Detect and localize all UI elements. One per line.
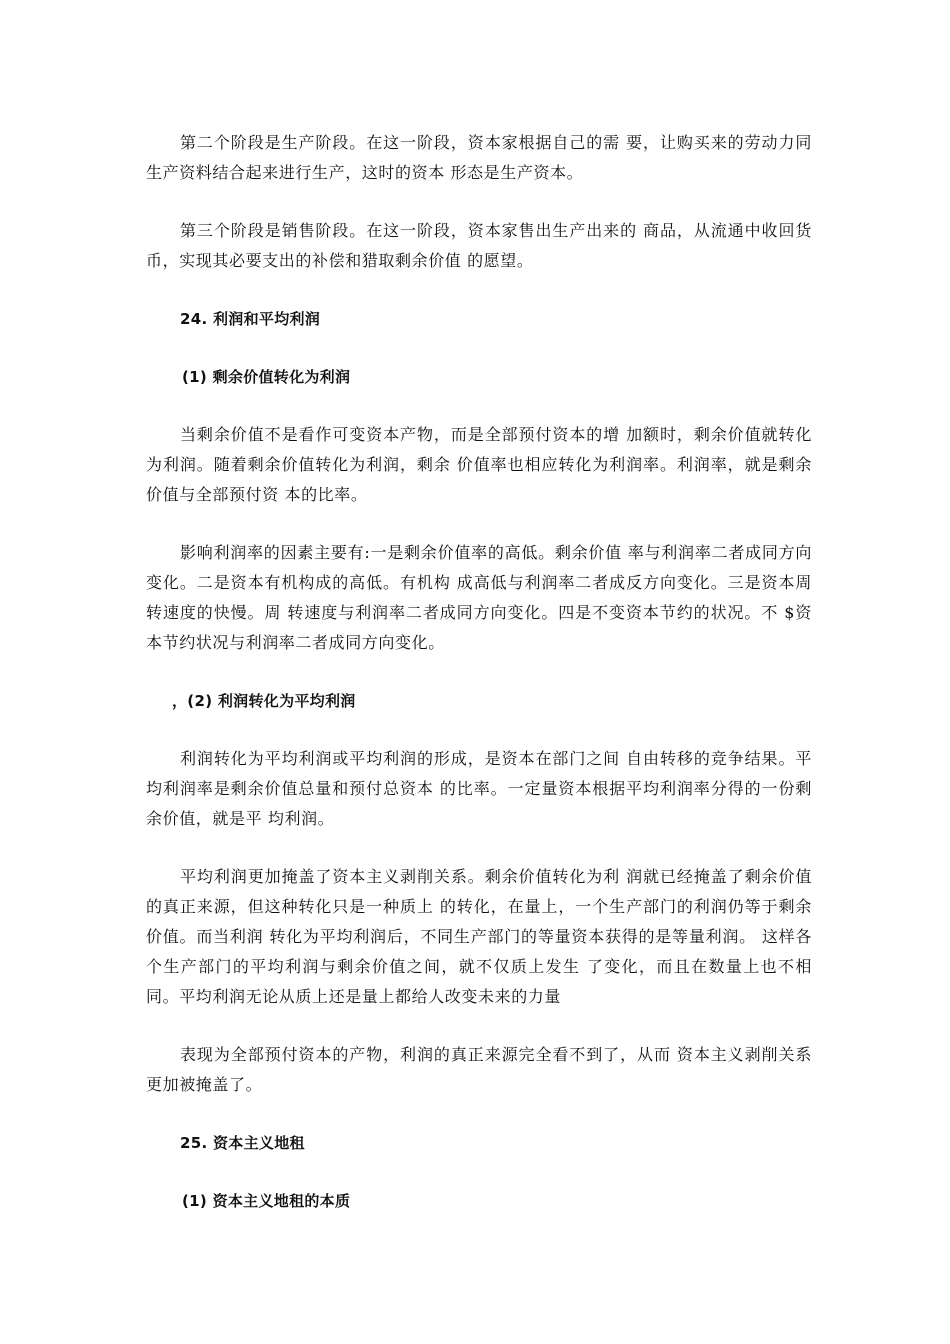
paragraph-production-stage: 第二个阶段是生产阶段。在这一阶段，资本家根据自己的需 要，让购买来的劳动力同生产资料结合起来进行生产，这时的资本 形态是生产资本。	[146, 133, 812, 182]
subsection-heading-25-1: (1) 资本主义地租的本质	[182, 1192, 351, 1210]
paragraph-concealment-continued: 表现为全部预付资本的产物，利润的真正来源完全看不到了，从而 资本主义剥削关系更加被掩盖了。	[146, 1045, 812, 1094]
paragraph-profit-rate-factors: 影响利润率的因素主要有:一是剩余价值率的高低。剩余价值 率与利润率二者成同方向变化。二是资本有机构成的高低。有机构 成高低与利润率二者成反方向变化。三是资本周转速度的快慢。周 转速度与利润率二者成同方向变化。四是不变资本节约的状况。不 $资本节约状况与利润率二者成同方向变化。	[146, 543, 812, 652]
document-page	[146, 128, 812, 1244]
section-heading-25: 25. 资本主义地租	[180, 1134, 305, 1152]
paragraph-average-profit-concealment: 平均利润更加掩盖了资本主义剥削关系。剩余价值转化为利 润就已经掩盖了剩余价值的真正来源，但这种转化只是一种质上 的转化，在量上，一个生产部门的利润仍等于剩余价值。而当利润 转化为平均利润后，不同生产部门的等量资本获得的是等量利润。 这样各个生产部门的平均利润与剩余价值之间，就不仅质上发生 了变化，而且在数量上也不相同。平均利润无论从质上还是量上都给人改变未来的力量	[146, 867, 812, 1006]
subsection-heading-24-2: ，(2) 利润转化为平均利润	[172, 692, 356, 710]
paragraph-sales-stage: 第三个阶段是销售阶段。在这一阶段，资本家售出生产出来的 商品，从流通中收回货币，实现其必要支出的补偿和猎取剩余价值 的愿望。	[146, 221, 812, 270]
section-heading-24: 24. 利润和平均利润	[180, 310, 321, 328]
subsection-heading-24-1: (1) 剩余价值转化为利润	[182, 368, 351, 386]
paragraph-average-profit-formation: 利润转化为平均利润或平均利润的形成，是资本在部门之间 自由转移的竞争结果。平均利润率是剩余价值总量和预付总资本 的比率。一定量资本根据平均利润率分得的一份剩余价值，就是平 均利润。	[146, 749, 812, 828]
paragraph-surplus-to-profit: 当剩余价值不是看作可变资本产物，而是全部预付资本的增 加额时，剩余价值就转化为利润。随着剩余价值转化为利润，剩余 价值率也相应转化为利润率。利润率，就是剩余价值与全部预付资 本的比率。	[146, 425, 812, 504]
